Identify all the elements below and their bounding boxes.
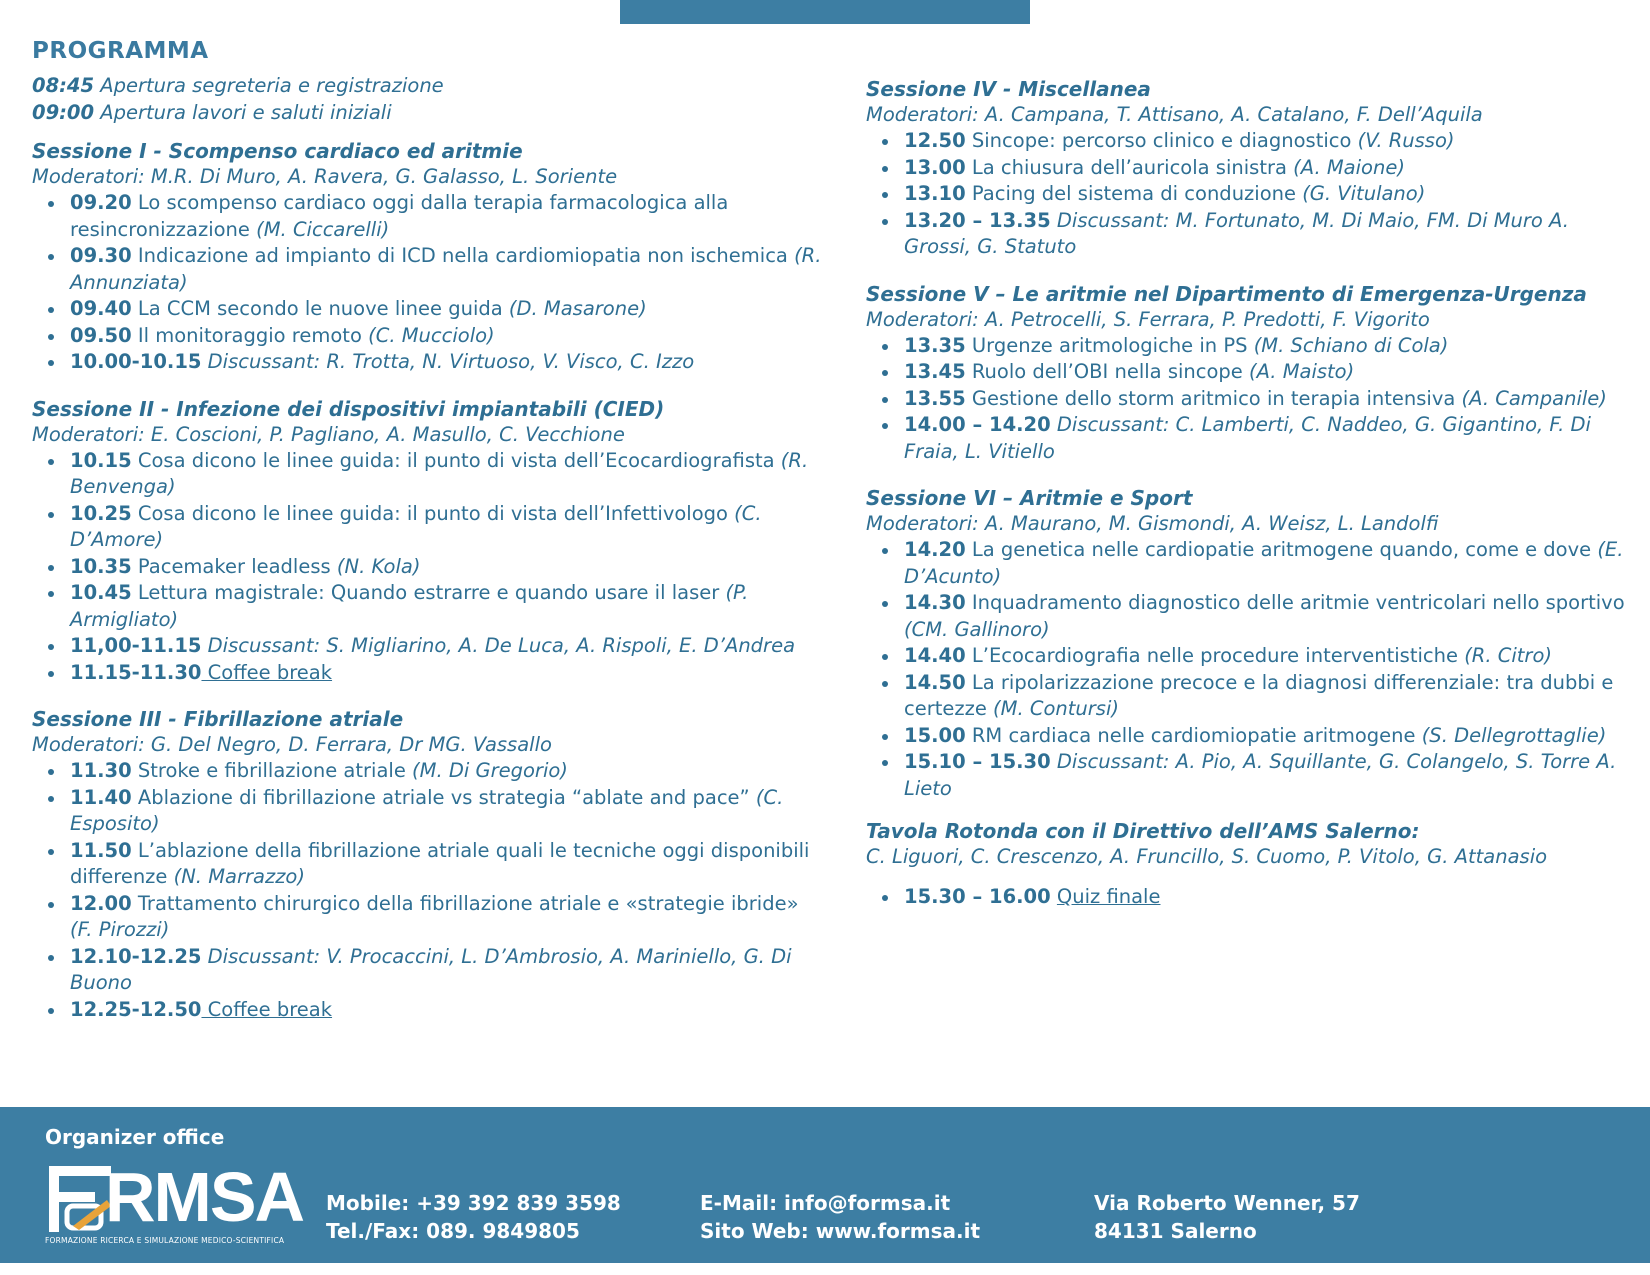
item-speaker: (M. Contursi) bbox=[993, 697, 1119, 720]
intro-block bbox=[32, 72, 822, 126]
item-text: Stroke e fibrillazione atriale bbox=[131, 759, 413, 782]
item-time: 12.50 bbox=[904, 129, 966, 152]
item-time: 11.15-11.30 bbox=[70, 660, 202, 684]
item-text: Inquadramento diagnostico delle aritmie ventricolari nello sportivo bbox=[965, 591, 1625, 614]
schedule-item bbox=[40, 785, 822, 838]
item-time: 11.50 bbox=[70, 838, 132, 862]
session-block bbox=[866, 281, 1626, 466]
item-text: L’ablazione della fibrillazione atriale quali le tecniche oggi disponibili differenze bbox=[70, 838, 810, 888]
schedule-item bbox=[874, 181, 1626, 208]
item-time: 15.10 – 15.30 bbox=[904, 750, 1051, 773]
schedule-item bbox=[40, 349, 822, 376]
schedule-item bbox=[874, 723, 1626, 750]
schedule-item bbox=[40, 190, 822, 243]
item-text: Cosa dicono le linee guida: il punto di vista dell’Infettivologo bbox=[131, 501, 735, 525]
session-title: Sessione I - Scompenso cardiaco ed aritmie bbox=[32, 139, 523, 163]
schedule-item bbox=[874, 359, 1626, 386]
item-speaker: (N. Kola) bbox=[336, 554, 421, 578]
schedule-item bbox=[874, 155, 1626, 182]
mobile-number: Mobile: +39 392 839 3598 bbox=[326, 1191, 621, 1215]
item-text: La ripolarizzazione precoce e la diagnosi differenziale: tra dubbi e certezze bbox=[904, 670, 1614, 720]
item-speaker: (A. Campanile) bbox=[1461, 386, 1607, 410]
item-speaker: (S. Dellegrottaglie) bbox=[1421, 723, 1607, 747]
intro-text: Apertura segreteria e registrazione bbox=[94, 74, 444, 97]
organizer-label: Organizer office bbox=[45, 1125, 225, 1149]
item-speaker: Discussant: A. Pio, A. Squillante, G. Colangelo, S. Torre A. Lieto bbox=[904, 750, 1617, 800]
item-time: 13.35 bbox=[904, 333, 966, 357]
schedule-item bbox=[40, 501, 822, 554]
item-text: Sincope: percorso clinico e diagnostico bbox=[965, 129, 1358, 152]
item-text: RM cardiaca nelle cardiomiopatie aritmogene bbox=[965, 723, 1422, 747]
item-time: 12.00 bbox=[70, 891, 132, 915]
item-time: 13.55 bbox=[904, 386, 966, 410]
item-time: 09.40 bbox=[70, 297, 132, 320]
item-speaker: (C. Mucciolo) bbox=[368, 323, 495, 347]
session-title: Sessione V – Le aritmie nel Dipartimento di Emergenza-Urgenza bbox=[866, 281, 1587, 306]
item-time: 11.40 bbox=[70, 785, 132, 809]
item-speaker: (A. Maione) bbox=[1293, 155, 1405, 179]
item-speaker: Discussant: R. Trotta, N. Virtuoso, V. Visco, C. Izzo bbox=[201, 350, 695, 373]
address-line-1: Via Roberto Wenner, 57 bbox=[1094, 1191, 1360, 1215]
session-moderators: Moderatori: A. Campana, T. Attisano, A. Catalano, F. Dell’Aquila bbox=[866, 103, 1483, 126]
schedule-item bbox=[874, 208, 1626, 261]
contact-phones bbox=[326, 1189, 621, 1245]
item-text: Cosa dicono le linee guida: il punto di vista dell’Ecocardiografista bbox=[131, 448, 781, 472]
session-block bbox=[866, 485, 1626, 802]
item-text: Urgenze aritmologiche in PS bbox=[965, 333, 1254, 357]
tavola-title: Tavola Rotonda con il Direttivo dell’AMS Salerno: bbox=[866, 819, 1420, 843]
item-time: 11.30 bbox=[70, 759, 132, 782]
item-time: 09.30 bbox=[70, 244, 132, 267]
schedule-item bbox=[40, 448, 822, 501]
item-text: Ablazione di fibrillazione atriale vs strategia “ablate and pace” bbox=[131, 785, 756, 809]
item-speaker: (N. Marrazzo) bbox=[173, 865, 305, 888]
item-time: 10.25 bbox=[70, 501, 132, 525]
top-accent-bar bbox=[620, 0, 1030, 24]
schedule-item bbox=[40, 891, 822, 944]
tavola-members: C. Liguori, C. Crescenzo, A. Fruncillo, S. Cuomo, P. Vitolo, G. Attanasio bbox=[866, 845, 1548, 868]
session-block bbox=[866, 76, 1626, 261]
item-time: 12.25-12.50 bbox=[70, 997, 202, 1021]
session-moderators: Moderatori: A. Maurano, M. Gismondi, A. Weisz, L. Landolfi bbox=[866, 512, 1439, 535]
session-items bbox=[32, 758, 822, 1023]
item-speaker: (P. Armigliato) bbox=[70, 581, 749, 631]
schedule-item bbox=[874, 333, 1626, 360]
item-speaker: (D. Masarone) bbox=[508, 297, 647, 320]
item-text: Indicazione ad impianto di ICD nella cardiomiopatia non ischemica bbox=[131, 244, 795, 267]
item-text: Gestione dello storm aritmico in terapia intensiva bbox=[965, 386, 1462, 410]
item-time: 13.20 – 13.35 bbox=[904, 208, 1051, 232]
schedule-item bbox=[874, 670, 1626, 723]
item-speaker: (M. Di Gregorio) bbox=[412, 759, 568, 782]
session-title: Sessione II - Infezione dei dispositivi impiantabili (CIED) bbox=[32, 396, 665, 421]
session-block bbox=[32, 706, 822, 1023]
item-text: La genetica nelle cardiopatie aritmogene quando, come e dove bbox=[965, 538, 1598, 561]
session-moderators: Moderatori: M.R. Di Muro, A. Ravera, G. Galasso, L. Soriente bbox=[32, 165, 618, 188]
session-title: Sessione IV - Miscellanea bbox=[866, 77, 1151, 101]
session-title: Sessione VI – Aritmie e Sport bbox=[866, 486, 1193, 510]
session-items bbox=[866, 537, 1626, 802]
item-speaker: (C. D’Amore) bbox=[70, 501, 762, 551]
session-moderators: Moderatori: G. Del Negro, D. Ferrara, Dr MG. Vassallo bbox=[32, 733, 552, 756]
website-link[interactable]: Sito Web: www.formsa.it bbox=[700, 1219, 981, 1243]
address-line-2: 84131 Salerno bbox=[1094, 1219, 1257, 1243]
session-moderators: Moderatori: E. Coscioni, P. Pagliano, A. Masullo, C. Vecchione bbox=[32, 422, 625, 446]
intro-line bbox=[32, 72, 822, 99]
schedule-item bbox=[40, 580, 822, 633]
item-time: 14.20 bbox=[904, 538, 966, 561]
email-link[interactable]: E-Mail: info@formsa.it bbox=[700, 1191, 951, 1215]
item-text: Lettura magistrale: Quando estrarre e quando usare il laser bbox=[131, 581, 726, 604]
schedule-item bbox=[874, 412, 1626, 465]
schedule-item bbox=[874, 386, 1626, 413]
session-moderators: Moderatori: A. Petrocelli, S. Ferrara, P. Predotti, F. Vigorito bbox=[866, 307, 1430, 331]
schedule-item bbox=[40, 296, 822, 323]
item-speaker: (E. D’Acunto) bbox=[904, 538, 1624, 588]
item-time: 10.35 bbox=[70, 554, 132, 578]
item-speaker: (R. Citro) bbox=[1464, 644, 1552, 667]
item-speaker: (R. Annunziata) bbox=[70, 244, 822, 294]
item-text: Lo scompenso cardiaco oggi dalla terapia farmacologica alla resincronizzazione bbox=[70, 191, 729, 241]
schedule-item bbox=[874, 643, 1626, 670]
item-speaker: (CM. Gallinoro) bbox=[904, 617, 1050, 641]
logo-text: RMSA bbox=[105, 1158, 304, 1236]
item-speaker: (R. Benvenga) bbox=[70, 448, 809, 498]
item-speaker: Discussant: M. Fortunato, M. Di Maio, FM. Di Muro A. Grossi, G. Statuto bbox=[904, 208, 1569, 258]
item-text: Pacing del sistema di conduzione bbox=[965, 182, 1303, 205]
programma-title: PROGRAMMA bbox=[32, 38, 209, 64]
session-block bbox=[32, 138, 822, 376]
item-time: 13.45 bbox=[904, 360, 966, 383]
schedule-item bbox=[874, 749, 1626, 802]
item-time: 14.50 bbox=[904, 670, 966, 694]
item-time: 10.45 bbox=[70, 581, 132, 604]
item-time: 14.40 bbox=[904, 644, 966, 667]
item-speaker: (M. Ciccarelli) bbox=[256, 217, 390, 241]
schedule-item bbox=[874, 128, 1626, 155]
item-time: 14.30 bbox=[904, 591, 966, 614]
item-time: 13.00 bbox=[904, 155, 966, 179]
item-time: 15.00 bbox=[904, 723, 966, 747]
item-time: 12.10-12.25 bbox=[70, 944, 202, 968]
schedule-item bbox=[40, 997, 822, 1024]
item-time: 09.20 bbox=[70, 191, 132, 214]
item-text: L’Ecocardiografia nelle procedure interventistiche bbox=[965, 644, 1465, 667]
schedule-item bbox=[40, 660, 822, 687]
schedule-item bbox=[874, 537, 1626, 590]
schedule-item bbox=[40, 554, 822, 581]
coffee-break-link[interactable]: Coffee break bbox=[201, 660, 333, 684]
session-title: Sessione III - Fibrillazione atriale bbox=[32, 707, 404, 731]
session-items bbox=[32, 190, 822, 376]
item-speaker: (V. Russo) bbox=[1357, 129, 1455, 152]
coffee-break-link[interactable]: Coffee break bbox=[201, 997, 333, 1021]
telfax-number: Tel./Fax: 089. 9849805 bbox=[326, 1219, 580, 1243]
session-items bbox=[866, 333, 1626, 466]
address bbox=[1094, 1189, 1360, 1245]
session-items bbox=[32, 448, 822, 687]
item-speaker: (F. Pirozzi) bbox=[70, 918, 170, 941]
item-time: 15.30 – 16.00 bbox=[904, 885, 1051, 908]
formsa-logo bbox=[45, 1158, 304, 1245]
item-speaker: (A. Maisto) bbox=[1248, 360, 1355, 383]
item-text: Pacemaker leadless bbox=[131, 554, 337, 578]
intro-time: 08:45 bbox=[32, 74, 95, 97]
tavola-items bbox=[866, 884, 1626, 911]
item-text: Trattamento chirurgico della fibrillazione atriale e «strategie ibride» bbox=[131, 891, 799, 915]
item-speaker: Discussant: S. Migliarino, A. De Luca, A. Rispoli, E. D’Andrea bbox=[201, 634, 796, 657]
schedule-item bbox=[40, 323, 822, 350]
item-time: 11,00-11.15 bbox=[70, 634, 202, 657]
session-items bbox=[866, 128, 1626, 261]
intro-time: 09:00 bbox=[32, 101, 95, 124]
session-block bbox=[32, 396, 822, 687]
item-speaker: Discussant: C. Lamberti, C. Naddeo, G. Gigantino, F. Di Fraia, L. Vitiello bbox=[904, 413, 1591, 463]
contact-web bbox=[700, 1189, 980, 1245]
schedule-item bbox=[40, 243, 822, 296]
schedule-item bbox=[40, 838, 822, 891]
item-text: La CCM secondo le nuove linee guida bbox=[131, 297, 509, 320]
schedule-item bbox=[874, 590, 1626, 643]
item-text: Ruolo dell’OBI nella sincope bbox=[965, 360, 1249, 383]
schedule-item bbox=[40, 633, 822, 660]
schedule-item bbox=[874, 884, 1626, 911]
quiz-finale-link[interactable]: Quiz finale bbox=[1056, 885, 1161, 908]
tavola-rotonda bbox=[866, 818, 1626, 911]
schedule-item bbox=[40, 758, 822, 785]
footer bbox=[0, 1107, 1650, 1263]
item-speaker: (C. Esposito) bbox=[70, 785, 784, 835]
schedule-item bbox=[40, 944, 822, 997]
right-sessions bbox=[866, 76, 1626, 802]
item-speaker: (G. Vitulano) bbox=[1302, 182, 1426, 205]
intro-text: Apertura lavori e saluti iniziali bbox=[94, 101, 392, 124]
item-time: 10.00-10.15 bbox=[70, 350, 202, 373]
item-speaker: (M. Schiano di Cola) bbox=[1253, 333, 1449, 357]
left-sessions bbox=[32, 138, 822, 1023]
item-time: 10.15 bbox=[70, 448, 132, 472]
item-time: 14.00 – 14.20 bbox=[904, 413, 1051, 436]
right-column bbox=[866, 76, 1626, 911]
item-text: La chiusura dell’auricola sinistra bbox=[965, 155, 1294, 179]
logo-tagline: FORMAZIONE RICERCA E SIMULAZIONE MEDICO-SCIENTIFICA bbox=[45, 1236, 285, 1245]
item-time: 09.50 bbox=[70, 323, 132, 347]
item-time: 13.10 bbox=[904, 182, 966, 205]
item-text: Il monitoraggio remoto bbox=[131, 323, 369, 347]
left-column bbox=[32, 38, 822, 1023]
intro-line bbox=[32, 99, 822, 126]
item-speaker: Discussant: V. Procaccini, L. D’Ambrosio, A. Mariniello, G. Di Buono bbox=[70, 944, 792, 994]
